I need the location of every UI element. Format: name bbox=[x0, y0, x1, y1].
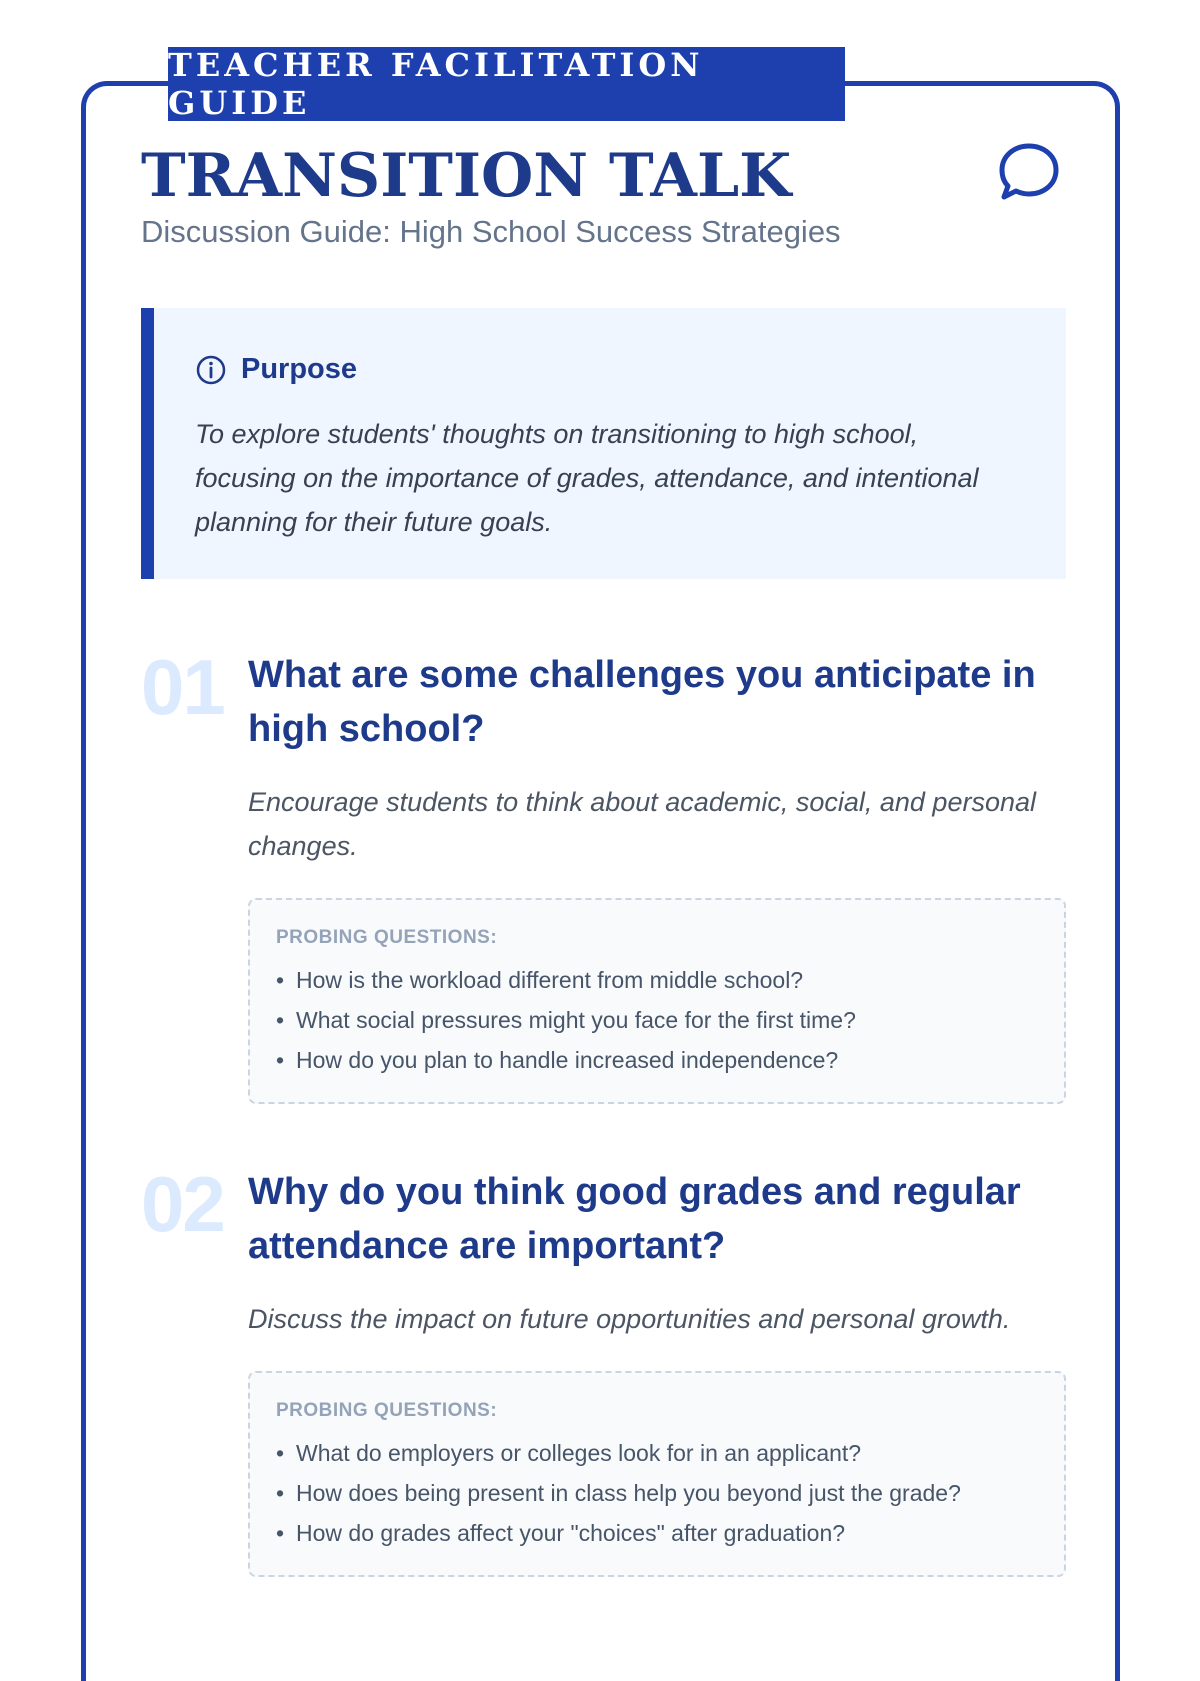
probing-questions-box bbox=[248, 1371, 1066, 1577]
banner-label: TEACHER FACILITATION GUIDE bbox=[168, 46, 704, 122]
question-guide-note: Encourage students to think about academic, social, and personal changes. bbox=[248, 787, 1036, 861]
info-icon bbox=[195, 354, 227, 386]
list-item: • How does being present in class help you beyond just the grade? bbox=[276, 1480, 961, 1506]
question-number: 01 bbox=[141, 643, 224, 731]
purpose-text: To explore students' thoughts on transitioning to high school, focusing on the importance of grades, attendance, and intentional planning for their future goals. bbox=[195, 419, 979, 537]
probing-questions-label: PROBING QUESTIONS: bbox=[276, 1400, 498, 1421]
question-guide-note: Discuss the impact on future opportunities and personal growth. bbox=[248, 1304, 1011, 1334]
question-title: Why do you think good grades and regular attendance are important? bbox=[248, 1171, 1021, 1267]
probing-questions-list bbox=[276, 1433, 1038, 1553]
guide-banner bbox=[168, 47, 845, 121]
page-title: TRANSITION TALK bbox=[141, 141, 792, 211]
question-body bbox=[248, 1165, 1066, 1577]
list-item: • What do employers or colleges look for in an applicant? bbox=[276, 1440, 862, 1466]
probing-questions-list bbox=[276, 960, 1038, 1080]
list-item: • How do grades affect your "choices" after graduation? bbox=[276, 1520, 846, 1546]
list-item: • How is the workload different from middle school? bbox=[276, 967, 804, 993]
question-title: What are some challenges you anticipate in high school? bbox=[248, 654, 1036, 750]
purpose-heading-row bbox=[195, 353, 357, 386]
question-body bbox=[248, 648, 1066, 1104]
page-subtitle: Discussion Guide: High School Success Strategies bbox=[141, 214, 841, 249]
list-item: • How do you plan to handle increased independence? bbox=[276, 1047, 839, 1073]
question-number: 02 bbox=[141, 1160, 224, 1248]
purpose-callout bbox=[141, 308, 1066, 579]
list-item: • What social pressures might you face for the first time? bbox=[276, 1007, 856, 1033]
chat-bubble-icon bbox=[996, 140, 1062, 206]
probing-questions-box bbox=[248, 898, 1066, 1104]
probing-questions-label: PROBING QUESTIONS: bbox=[276, 927, 498, 948]
purpose-heading: Purpose bbox=[241, 353, 358, 385]
